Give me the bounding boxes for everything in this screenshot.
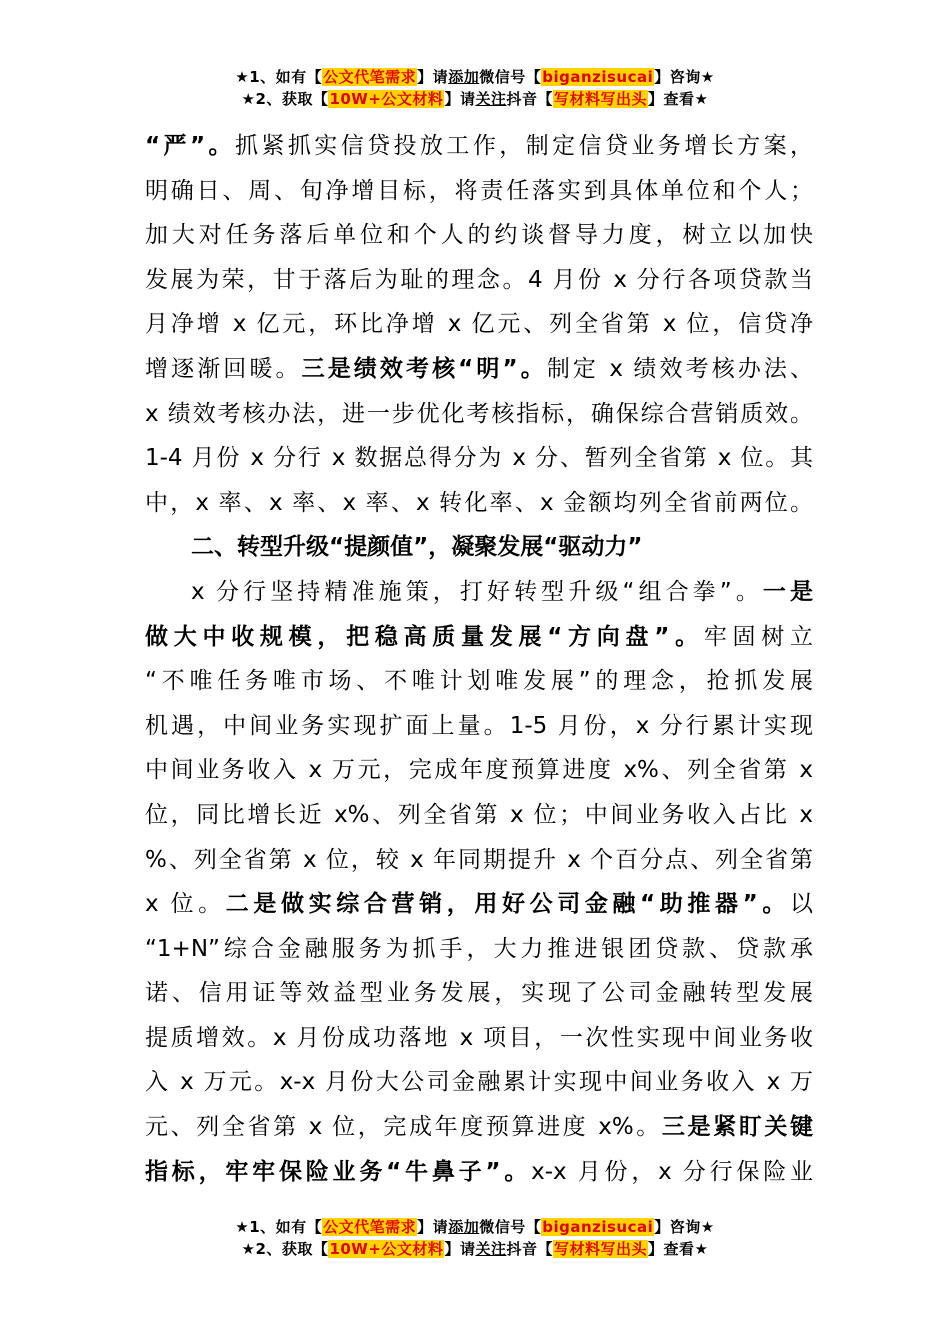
banner-text: ★1、如有【 [235, 1218, 323, 1236]
text-line [145, 124, 813, 169]
banner-wechat-id: biganzisucai [542, 68, 654, 86]
banner-text: ★2、获取【 [241, 1240, 329, 1258]
banner-line-2 [0, 88, 950, 110]
text-run: x 分行坚持精准施策，打好转型升级“组合拳”。 [191, 578, 763, 605]
banner-text: 微信号【 [479, 68, 542, 86]
text-line [145, 615, 813, 660]
banner-highlight: 公文代笔需求 [323, 1218, 417, 1236]
banner-text: 抖音【 [506, 90, 553, 108]
text-line: 入 x 万元。x-x 月份大公司金融累计实现中间业务收入 x 万 [145, 1069, 813, 1096]
banner-text: 】查看★ [648, 1240, 709, 1258]
banner-highlight: 公文代笔需求 [323, 68, 417, 86]
text-line [145, 882, 813, 927]
banner-text: 】咨询★ [654, 1218, 715, 1236]
bold-phrase: “严”。 [145, 133, 235, 159]
text-line: “1+N”综合金融服务为抓手，大力推进银团贷款、贷款承 [145, 935, 813, 962]
banner-douyin-id: 写材料写出头 [553, 90, 647, 108]
banner-underlined: 添加 [448, 68, 480, 86]
text-line: 加大对任务落后单位和个人的约谈督导力度，树立以加快 [145, 222, 813, 249]
text-run: x-x 月份，x 分行保险业 [531, 1158, 813, 1185]
banner-text: 抖音【 [506, 1240, 553, 1258]
bold-phrase: 指标，牢牢保险业务“牛鼻子”。 [145, 1158, 532, 1185]
banner-text: 】请 [417, 68, 449, 86]
banner-text: 】查看★ [648, 90, 709, 108]
banner-line-1 [0, 66, 950, 88]
banner-underlined: 关注 [475, 90, 507, 108]
text-line [145, 1150, 813, 1195]
bold-phrase: 做大中收规模，把稳高质量发展“方向盘”。 [145, 623, 704, 650]
banner-text: 】请 [444, 1240, 476, 1258]
text-run: 以 [790, 891, 813, 918]
bold-phrase: 三是绩效考核“明”。 [301, 355, 547, 382]
banner-underlined: 关注 [475, 1240, 507, 1258]
text-run: 增逐渐回暖。 [145, 355, 302, 382]
section-heading [145, 525, 813, 570]
text-run: 元、列全省第 x 位，完成年度预算进度 x%。 [145, 1114, 662, 1141]
bold-phrase: 三是紧盯关键 [661, 1114, 813, 1141]
banner-douyin-id: 写材料写出头 [553, 1240, 647, 1258]
banner-text: 微信号【 [479, 1218, 542, 1236]
banner-wechat-id: biganzisucai [542, 1218, 654, 1236]
text-line: 提质增效。x 月份成功落地 x 项目，一次性实现中间业务收 [145, 1024, 813, 1051]
text-line: 1-4 月份 x 分行 x 数据总得分为 x 分、暂列全省第 x 位。其 [145, 445, 813, 472]
text-line: %、列全省第 x 位，较 x 年同期提升 x 个百分点、列全省第 [145, 846, 813, 873]
banner-highlight: 10W+公文材料 [329, 90, 444, 108]
banner-text: 】咨询★ [654, 68, 715, 86]
bold-phrase: 一是 [762, 578, 813, 605]
text-run: x 位。 [145, 891, 226, 918]
text-run: 制定 x 绩效考核办法、 [546, 355, 814, 382]
bold-phrase: 二是做实综合营销，用好公司金融“助推器”。 [225, 891, 790, 918]
text-line [145, 347, 813, 392]
text-line: x 绩效考核办法，进一步优化考核指标，确保综合营销质效。 [145, 400, 813, 427]
text-line: 位，同比增长近 x%、列全省第 x 位；中间业务收入占比 x [145, 801, 813, 828]
text-line: 诺、信用证等效益型业务发展，实现了公司金融转型发展 [145, 980, 813, 1007]
banner-line-1 [0, 1216, 950, 1238]
document-body [145, 124, 813, 1194]
banner-text: 】请 [417, 1218, 449, 1236]
text-line: 月净增 x 亿元，环比净增 x 亿元、列全省第 x 位，信贷净 [145, 311, 813, 338]
banner-highlight: 10W+公文材料 [329, 1240, 444, 1258]
text-line: 机遇，中间业务实现扩面上量。1-5 月份，x 分行累计实现 [145, 712, 813, 739]
section-heading-text: 二、转型升级“提颜值”，凝聚发展“驱动力” [191, 534, 643, 561]
banner-underlined: 添加 [448, 1218, 480, 1236]
text-line: 中，x 率、x 率、x 率、x 转化率、x 金额均列全省前两位。 [145, 489, 813, 516]
header-banner [0, 66, 950, 110]
text-line [145, 1105, 813, 1150]
footer-banner [0, 1216, 950, 1260]
text-run: 抓紧抓实信贷投放工作，制定信贷业务增长方案， [234, 133, 814, 159]
banner-text: 】请 [444, 90, 476, 108]
text-line: 发展为荣，甘于落后为耻的理念。4 月份 x 分行各项贷款当 [145, 266, 813, 293]
text-line [145, 570, 813, 615]
text-line: 明确日、周、旬净增目标，将责任落实到具体单位和个人； [145, 177, 813, 204]
text-run: 牢固树立 [703, 623, 813, 650]
banner-text: ★2、获取【 [241, 90, 329, 108]
text-line: “不唯任务唯市场、不唯计划唯发展”的理念，抢抓发展 [145, 668, 813, 695]
text-line: 中间业务收入 x 万元，完成年度预算进度 x%、列全省第 x [145, 757, 813, 784]
banner-line-2 [0, 1238, 950, 1260]
banner-text: ★1、如有【 [235, 68, 323, 86]
